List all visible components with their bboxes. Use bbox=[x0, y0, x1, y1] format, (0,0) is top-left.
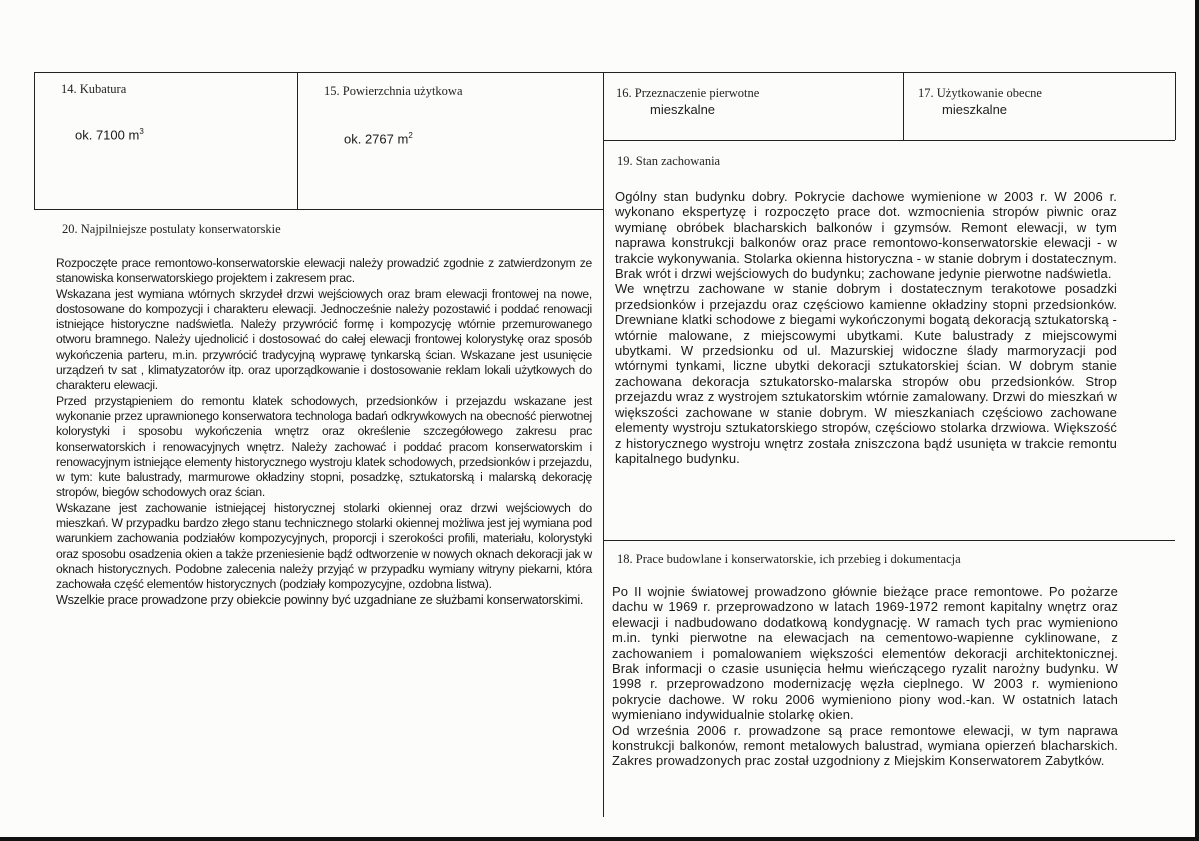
powierzchnia-unit-exp: 2 bbox=[408, 131, 413, 140]
section-20-paragraph: Rozpoczęte prace remontowo-konserwatorskie elewacji należy prowadzić zgodnie z zatwierdzonym ze stanowiska konserwatorskiego projektem i zakresem prac. bbox=[56, 256, 592, 286]
section-20-paragraph: Wskazane jest zachowanie istniejącej historycznej stolarki okiennej oraz drzwi wejściowych do mieszkań. W przypadku bardzo złego stanu technicznego stolarki okiennej możliwa jest jej wymiana pod warunkiem zachowania podziałów kompozycyjnych, proporcji i szerokości profili, materiału, kolorystyki oraz sposobu osadzenia okien a także przeniesienie bądź odtworzenie w nowych oknach dekoracji jak w oknach historycznych. Podobne zalecenia należy przyjąć w przypadku wymiany witryny piekarni, która zachowała część elementów historycznych (podziały kompozycyjne, ozdobna listwa). bbox=[56, 500, 592, 592]
field-kubatura-value bbox=[75, 127, 144, 142]
section-20-paragraph: Wskazana jest wymiana wtórnych skrzydeł drzwi wejściowych oraz bram elewacji frontowej na nowe, dostosowane do kompozycji i charakteru elewacji. Jednocześnie należy pozostawić i poddać renowacji istniejące historyczne nadświetla. Należy przywrócić formę i kompozycję wtórnie przemurowanego otworu bramnego. Należy ujednolicić i dostosować do całej elewacji frontowej kolorystykę oraz sposób wykończenia parteru, m.in. przywrócić tradycyjną wyprawę tynkarską ścian. Wskazane jest usunięcie urządzeń tv sat , klimatyzatorów itp. oraz uporządkowanie i dostosowanie reklam lokali użytkowych do charakteru elewacji. bbox=[56, 286, 592, 393]
grid-line-col-2 bbox=[603, 72, 604, 817]
scan-edge-right bbox=[1195, 0, 1199, 841]
grid-line-col-3 bbox=[903, 72, 904, 140]
section-20-paragraph: Przed przystąpieniem do remontu klatek schodowych, przedsionków i przejazdu wskazane jest wykonanie przez uprawnionego konserwatora technologa badań odkrywkowych na obecność pierwotnej kolorystyki i sposobu wykończenia wnętrz oraz określenie szczegółowego zakresu prac konserwatorskich i renowacyjnych wnętrz. Należy zachować i poddać pracom konserwatorskim i renowacyjnym istniejące elementy historycznego wystroju klatek schodowych, przedsionków i przejazdu, w tym: kute balustrady, marmurowe okładziny stopni, posadzkę, sztukatorską i malarską dekorację stropów, biegów schodowych oraz ścian. bbox=[56, 393, 592, 500]
przeznaczenie-value: mieszkalne bbox=[650, 102, 716, 117]
grid-line-right bbox=[1175, 72, 1176, 140]
przeznaczenie-label: 16. Przeznaczenie pierwotne bbox=[616, 86, 760, 100]
uzytkowanie-label: 17. Użytkowanie obecne bbox=[918, 86, 1042, 100]
uzytkowanie-value: mieszkalne bbox=[942, 102, 1008, 117]
section-20-label: 20. Najpilniejsze postulaty konserwatorskie bbox=[62, 222, 281, 236]
kubatura-value-text: ok. 7100 m bbox=[75, 127, 140, 143]
section-18-paragraph: Po II wojnie światowej prowadzono głównie bieżące prace remontowe. Po pożarze dachu w 1969 r. przeprowadzono w latach 1969-1972 remont kapitalny wnętrz oraz elewacji i nadbudowano dodatkową kondygnację. W ramach tych prac wymieniono m.in. tynki pierwotne na elewacjach na cementowo-wapienne cyklinowane, z zachowaniem i pomalowaniem większości elementów dekoracji architektonicznej. Brak informacji o czasie usunięcia hełmu wieńczącego ryzalit narożny budynku. W 1998 r. przeprowadzono modernizację węzła cieplnego. W 2003 r. wymieniono pokrycie dachowe. W roku 2006 wymieniono piony wod.-kan. W ostatnich latach wymieniano indywidualnie stolarkę okien. bbox=[612, 584, 1118, 723]
grid-line-top bbox=[34, 72, 1175, 73]
grid-line-mid-right bbox=[603, 140, 1175, 141]
section-19-body bbox=[615, 189, 1117, 466]
field-przeznaczenie bbox=[616, 86, 759, 117]
field-uzytkowanie bbox=[918, 86, 1042, 117]
scan-edge-bottom bbox=[0, 837, 1199, 841]
section-18-label: 18. Prace budowlane i konserwatorskie, ich przebieg i dokumentacja bbox=[617, 552, 961, 566]
section-18-body bbox=[612, 584, 1118, 769]
field-kubatura-label: 14. Kubatura bbox=[61, 82, 127, 96]
grid-line-col-1 bbox=[297, 72, 298, 210]
powierzchnia-value-text: ok. 2767 m bbox=[344, 131, 409, 147]
grid-line-lower-right bbox=[603, 540, 1175, 541]
grid-line-left bbox=[34, 72, 35, 210]
section-19-paragraph: Ogólny stan budynku dobry. Pokrycie dachowe wymienione w 2003 r. W 2006 r. wykonano ekspertyzę i rozpoczęto prace dot. wzmocnienia stropów piwnic oraz wymianę obróbek blacharskich balkonów i gzymsów. Remont elewacji, w tym naprawa konstrukcji balkonów oraz prace remontowo-konserwatorskie elewacji - w trakcie wykonywania. Stolarka okienna historyczna - w stanie dobrym i dostatecznym. Brak wrót i drzwi wejściowych do budynku; zachowane jedynie pierwotne nadświetla. bbox=[615, 189, 1117, 282]
section-19-label: 19. Stan zachowania bbox=[617, 154, 721, 168]
field-powierzchnia-label: 15. Powierzchnia użytkowa bbox=[324, 84, 463, 98]
section-20-paragraph: Wszelkie prace prowadzone przy obiekcie powinny być uzgadniane ze służbami konserwatorskimi. bbox=[56, 592, 584, 607]
field-powierzchnia-value bbox=[344, 131, 413, 146]
kubatura-unit-exp: 3 bbox=[139, 127, 144, 136]
section-18-paragraph: Od września 2006 r. prowadzone są prace remontowe elewacji, w tym naprawa konstrukcji balkonów, remont metalowych balustrad, wymiana opierzeń blacharskich. Zakres prowadzonych prac został uzgodniony z Miejskim Konserwatorem Zabytków. bbox=[612, 722, 1118, 769]
section-20-body bbox=[56, 256, 592, 608]
grid-line-mid-left bbox=[34, 209, 603, 210]
section-19-paragraph: We wnętrzu zachowane w stanie dobrym i dostatecznym terakotowe posadzki przedsionków i przejazdu oraz częściowo kamienne okładziny stopni przedsionków. Drewniane klatki schodowe z biegami wykończonymi bogatą dekoracją sztukatorską - wtórnie malowane, z miejscowymi ubytkami. Kute balustrady z miejscowymi ubytkami. W przedsionku od ul. Mazurskiej widoczne ślady marmoryzacji pod wtórnymi tynkami, liczne ubytki dekoracji sztukatorskiej ścian. W dobrym stanie zachowana dekoracja sztukatorsko-malarska stropów obu przedsionków. Strop przejazdu wraz z wystrojem sztukatorskim wtórnie zamalowany. Drzwi do mieszkań w większości zachowane w stanie dobrym. W mieszkaniach częściowo zachowane elementy wystroju sztukatorskiego stropów, częściowo stolarka drzwiowa. Większość z historycznego wystroju wnętrz została zniszczona bądź usunięta w trakcie remontu kapitalnego budynku. bbox=[615, 281, 1117, 466]
